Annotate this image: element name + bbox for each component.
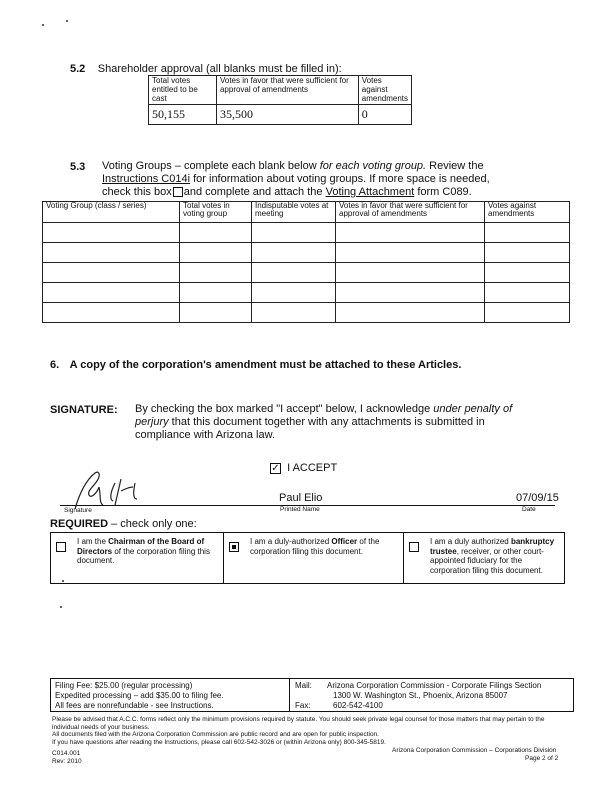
table-cell[interactable] (485, 283, 570, 303)
fax-value: 602-542-4100 (333, 701, 383, 710)
instructions-link[interactable]: Instructions C014i (102, 173, 191, 185)
voting-groups-italic: for each voting group. (319, 160, 427, 172)
form-id: C014.001 (52, 750, 81, 757)
option-bold-text: bankruptcy trustee (430, 537, 555, 556)
mail-line2: 1300 W. Washington St., Phoenix, Arizona 85007 (333, 691, 508, 700)
required-label: REQUIRED (50, 518, 109, 530)
table-cell[interactable] (43, 303, 180, 323)
voting-groups-line2: for information about voting groups. If more space is needed, (190, 173, 490, 185)
section-number: 5.2 (70, 63, 86, 75)
header-voting-group: Voting Group (class / series) (43, 202, 180, 223)
header-votes-against: Votes against amendments (358, 76, 411, 105)
trustee-checkbox[interactable] (409, 542, 419, 552)
votes-favor-value[interactable]: 35,500 (216, 105, 358, 125)
section-5-3-text (102, 160, 522, 199)
officer-checkbox[interactable] (229, 542, 239, 552)
section-number: 6. (50, 359, 60, 371)
disclaimer-block (52, 716, 572, 746)
section-title: Shareholder approval (all blanks must be filled in): (97, 63, 342, 75)
fax-label: Fax: (295, 701, 311, 710)
option-text: I am a duly-authorized (250, 537, 332, 546)
table-cell[interactable] (336, 303, 485, 323)
table-cell[interactable] (43, 223, 180, 243)
table-cell[interactable] (252, 243, 336, 263)
table-cell[interactable] (336, 243, 485, 263)
printed-name[interactable]: Paul Elio (279, 492, 323, 504)
statement-part1: By checking the box marked "I accept" below, I acknowledge (135, 403, 434, 415)
option-text: of the corporation filing this document. (250, 537, 380, 556)
option-officer[interactable] (224, 533, 404, 583)
table-cell[interactable] (485, 303, 570, 323)
scan-speck (60, 606, 62, 608)
table-cell[interactable] (180, 283, 252, 303)
header-votes-favor-group: Votes in favor that were sufficient for approval of amendments (336, 202, 485, 223)
votes-against-value[interactable]: 0 (358, 105, 411, 125)
table-cell[interactable] (336, 263, 485, 283)
option-text: of the corporation filing this document. (77, 546, 210, 565)
table-cell[interactable] (252, 223, 336, 243)
mail-line1: Arizona Corporation Commission - Corporate Filings Section (327, 681, 542, 690)
accept-checkbox[interactable]: ✓ (271, 462, 280, 474)
mail-label: Mail: (295, 681, 312, 690)
table-cell[interactable] (252, 303, 336, 323)
more-space-checkbox[interactable] (173, 187, 183, 197)
header-total-votes-group: Total votes in voting group (180, 202, 252, 223)
signature-statement (135, 403, 535, 442)
check-box-text: check this box (102, 186, 172, 198)
footer-box (50, 678, 574, 712)
table-cell[interactable] (252, 283, 336, 303)
form-number-text: form C089. (414, 186, 472, 198)
voting-groups-table (42, 201, 570, 323)
chairman-checkbox[interactable] (56, 542, 66, 552)
option-bold-text: Officer (331, 537, 358, 546)
option-chairman[interactable] (51, 533, 224, 583)
fee-line2: Expedited processing – add $35.00 to filing fee. (55, 691, 224, 700)
header-total-votes: Total votes entitled to be cast (149, 76, 217, 105)
option-text: , receiver, or other court-appointed fiduciary for the corporation filing this document. (430, 546, 544, 575)
signature-caption: Signature (64, 507, 92, 514)
required-heading (50, 518, 197, 530)
table-cell[interactable] (43, 263, 180, 283)
fee-line3: All fees are nonrefundable - see Instructions. (55, 701, 214, 710)
amendment-notice: A copy of the corporation's amendment must be attached to these Articles. (69, 359, 462, 371)
table-cell[interactable] (43, 243, 180, 263)
table-cell[interactable] (485, 263, 570, 283)
table-cell[interactable] (180, 223, 252, 243)
disclaimer-1: Please be advised that A.C.C. forms reflect only the minimum provisions required by statute. You should seek private legal counsel for those matters that may pertain to the individual needs of your business. (52, 716, 545, 731)
date-caption: Date (522, 506, 536, 513)
fee-line1: Filing Fee: $25.00 (regular processing) (55, 681, 193, 690)
header-indisputable-votes: Indisputable votes at meeting (252, 202, 336, 223)
table-cell[interactable] (180, 263, 252, 283)
disclaimer-3: If you have questions after reading the Instructions, please call 602-542-3026 or (within Arizona only) 800-345-5819. (52, 738, 386, 746)
option-trustee[interactable] (404, 533, 564, 583)
scan-speck (42, 24, 44, 26)
footer-divider (289, 679, 290, 711)
scan-speck (66, 20, 68, 22)
option-text: I am the (77, 537, 109, 546)
accept-row[interactable] (270, 462, 337, 474)
signature-label: SIGNATURE: (50, 404, 118, 416)
total-votes-value[interactable]: 50,155 (149, 105, 217, 125)
accept-label: I ACCEPT (287, 462, 338, 474)
option-bold-text: Chairman of the Board of Directors (77, 537, 205, 556)
table-cell[interactable] (252, 263, 336, 283)
printed-name-caption: Printed Name (280, 506, 320, 513)
shareholder-approval-table (148, 75, 412, 125)
table-cell[interactable] (180, 303, 252, 323)
officer-option-text (250, 537, 400, 556)
signature-date[interactable]: 07/09/15 (516, 492, 559, 504)
statement-italic: under penalty of perjury (135, 403, 513, 428)
disclaimer-2: All documents filed with the Arizona Corporation Commission are public record and are open for public inspection. (52, 731, 379, 738)
table-cell[interactable] (336, 283, 485, 303)
voting-attachment-link[interactable]: Voting Attachment (325, 186, 415, 198)
voting-groups-line1-end: Review the (426, 160, 484, 172)
voting-groups-line1: Voting Groups – complete each blank below (102, 160, 320, 172)
form-rev: Rev: 2010 (52, 758, 82, 765)
trustee-option-text (430, 537, 562, 575)
division-name: Arizona Corporation Commission – Corporations Division (392, 747, 557, 754)
page-number: Page 2 of 2 (525, 755, 559, 762)
section-number: 5.3 (70, 161, 86, 173)
section-6 (50, 355, 461, 373)
required-options (50, 532, 565, 584)
chairman-option-text (77, 537, 217, 566)
table-cell[interactable] (336, 223, 485, 243)
table-cell[interactable] (485, 223, 570, 243)
attach-text: and complete and attach the (183, 186, 326, 198)
table-cell[interactable] (485, 243, 570, 263)
table-cell[interactable] (43, 283, 180, 303)
option-text: I am a duly authorized (430, 537, 511, 546)
header-votes-favor: Votes in favor that were sufficient for approval of amendments (216, 76, 358, 105)
statement-part2: that this document together with any attachments is submitted in compliance with Arizona law. (135, 416, 485, 441)
required-instruction: – check only one: (108, 518, 197, 530)
header-votes-against-group: Votes against amendments (485, 202, 570, 223)
table-cell[interactable] (180, 243, 252, 263)
